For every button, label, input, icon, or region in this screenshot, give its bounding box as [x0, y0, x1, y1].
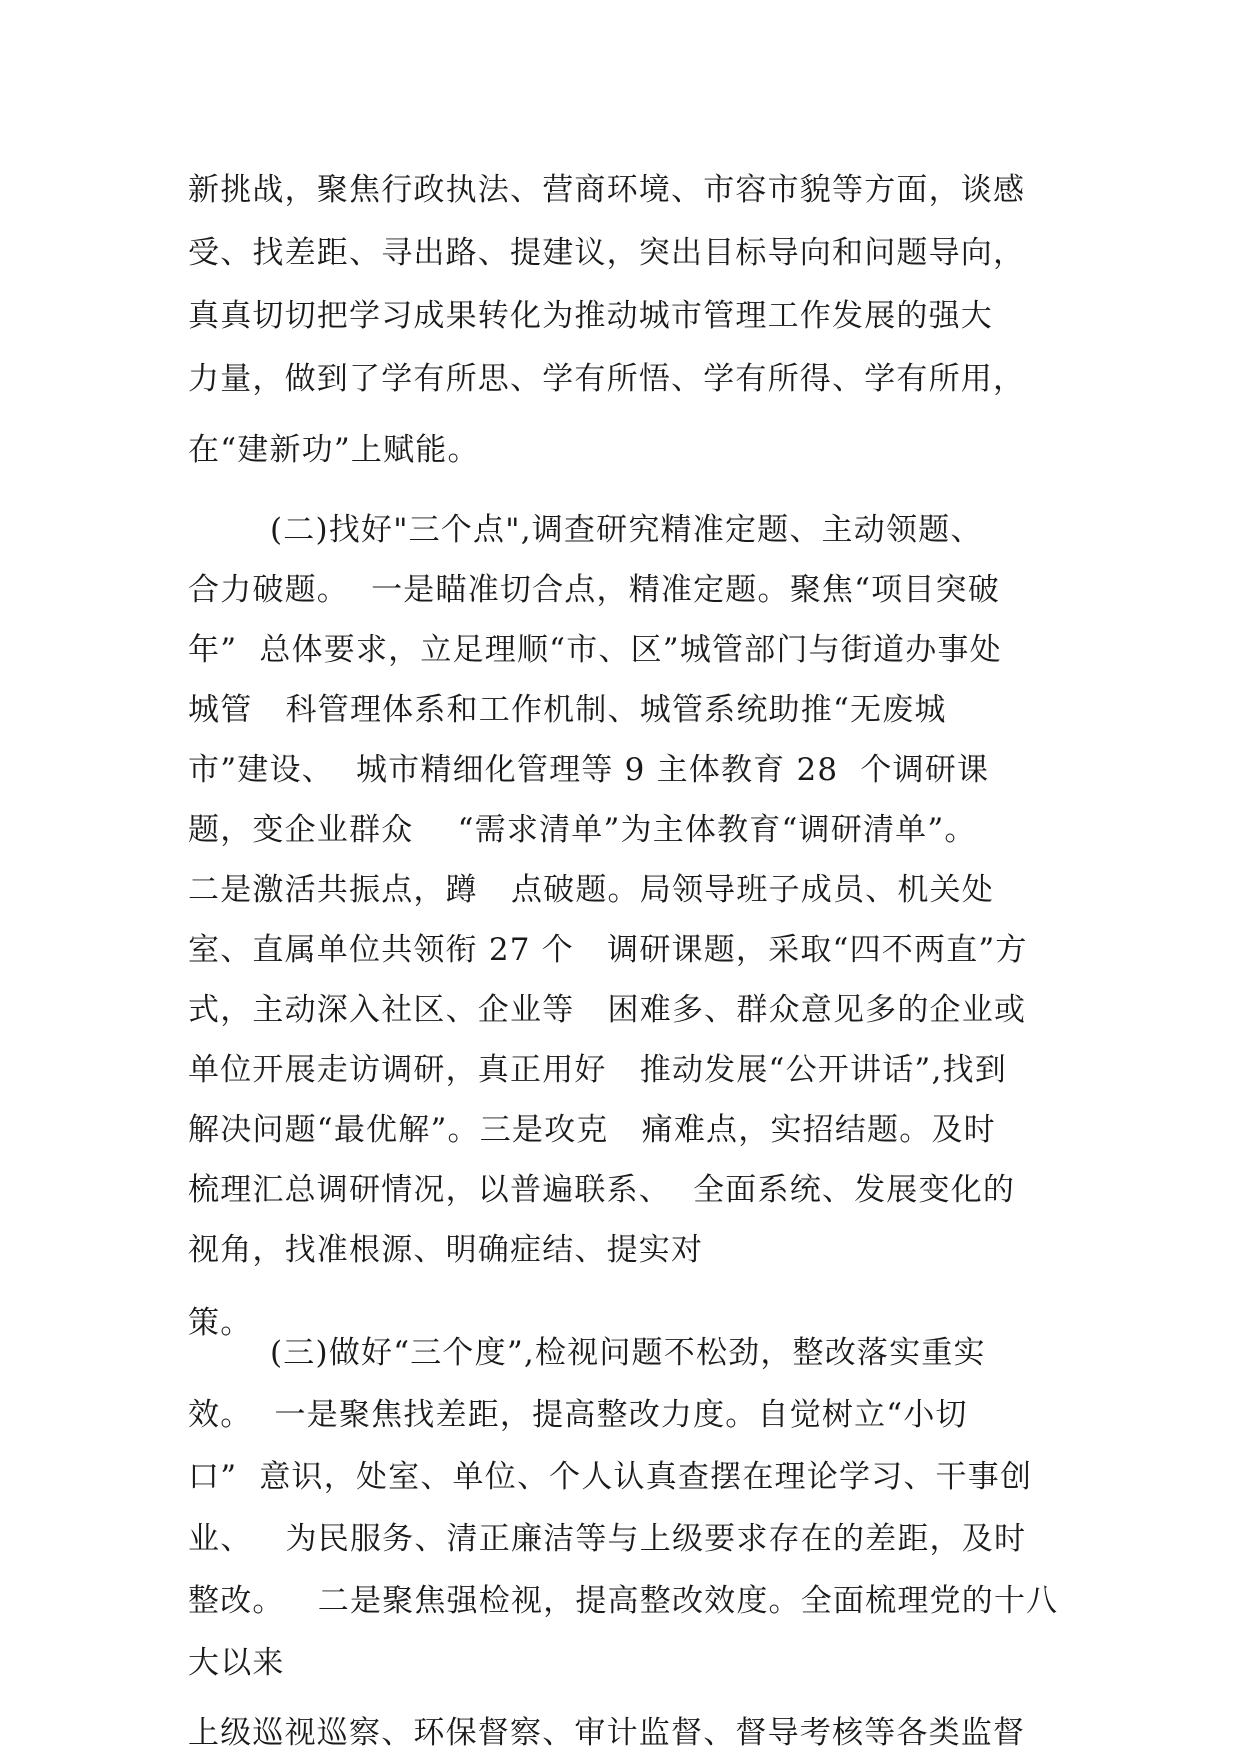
text-line: 视角，找准根源、明确症结、提实对 — [188, 1232, 704, 1268]
text-line: 效。 一是聚焦找差距，提高整改力度。自觉树立“小切 — [188, 1397, 968, 1433]
text-line: 力量，做到了学有所思、学有所悟、学有所得、学有所用， — [188, 361, 1026, 397]
text-line: 合力破题。 一是瞄准切合点，精准定题。聚焦“项目突破 — [188, 572, 1000, 608]
text-line: 上级巡视巡察、环保督察、审计监督、督导考核等各类监督 — [188, 1715, 1026, 1751]
text-line: 室、直属单位共领衔 27 个 调研课题，采取“四不两直”方 — [188, 932, 1028, 968]
text-line: 单位开展走访调研，真正用好 推动发展“公开讲话”,找到 — [188, 1052, 1007, 1088]
text-line: 新挑战，聚焦行政执法、营商环境、市容市貌等方面，谈感 — [188, 172, 1026, 208]
text-line: 口” 意识，处室、单位、个人认真查摆在理论学习、干事创 — [188, 1459, 1033, 1495]
text-line: 受、找差距、寻出路、提建议，突出目标导向和问题导向， — [188, 235, 1026, 271]
text-line: 解决问题“最优解”。三是攻克 痛难点，实招结题。及时 — [188, 1112, 996, 1148]
text-line: 业、 为民服务、清正廉洁等与上级要求存在的差距，及时 — [188, 1521, 1027, 1557]
text-line: 大以来 — [188, 1645, 285, 1681]
text-line: 题，变企业群众 “需求清单”为主体教育“调研清单”。 — [188, 812, 977, 848]
text-line: 整改。 二是聚焦强检视，提高整改效度。全面梳理党的十八 — [188, 1583, 1059, 1619]
text-line: 策。 — [188, 1305, 253, 1341]
text-line: 二是激活共振点，蹲 点破题。局领导班子成员、机关处 — [188, 872, 994, 908]
text-line: 市”建设、 城市精细化管理等 9 主体教育 28 个调研课 — [188, 752, 990, 788]
text-line: 真真切切把学习成果转化为推动城市管理工作发展的强大 — [188, 298, 993, 334]
text-line: 梳理汇总调研情况，以普遍联系、 全面系统、发展变化的 — [188, 1172, 1016, 1208]
text-line: 城管 科管理体系和工作机制、城管系统助推“无废城 — [188, 692, 947, 728]
section-heading: (三)做好“三个度”,检视问题不松劲，整改落实重实 — [270, 1335, 986, 1371]
text-line: 年” 总体要求，立足理顺“市、区”城管部门与街道办事处 — [188, 632, 1002, 668]
text-line: 在“建新功”上赋能。 — [188, 432, 480, 468]
text-line: 式，主动深入社区、企业等 困难多、群众意见多的企业或 — [188, 992, 1027, 1028]
section-heading: (二)找好"三个点",调查研究精准定题、主动领题、 — [270, 512, 983, 548]
